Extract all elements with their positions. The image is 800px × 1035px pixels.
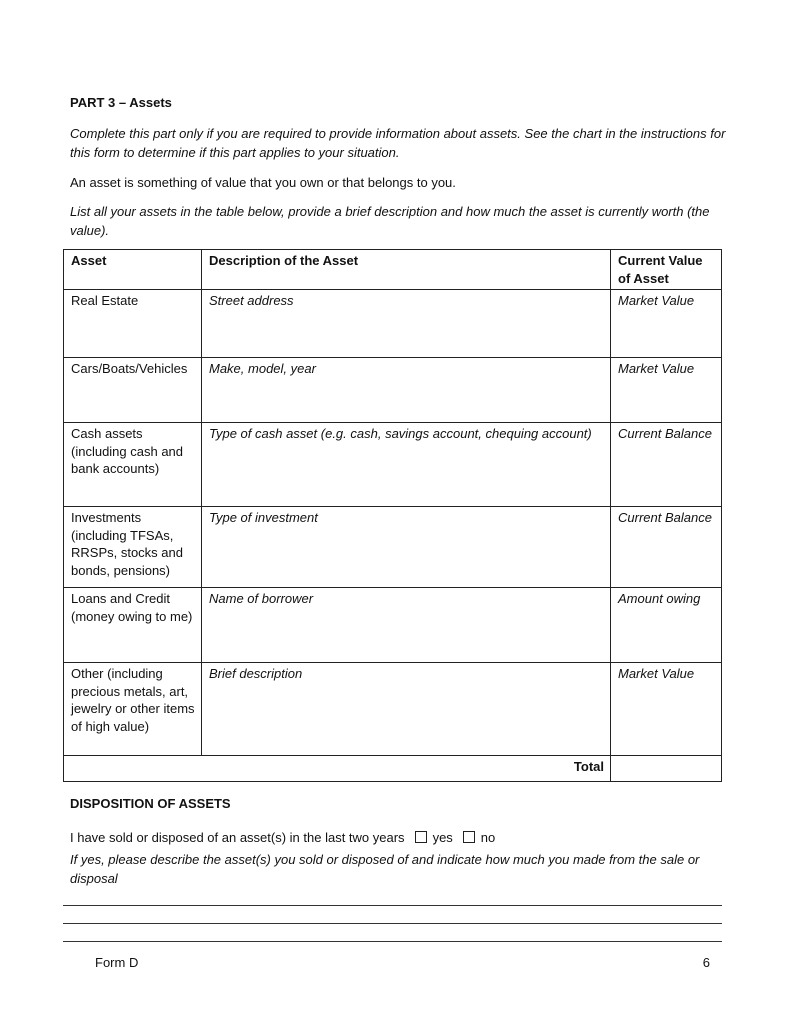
answer-line[interactable]: [63, 923, 722, 924]
value-cell[interactable]: Amount owing: [611, 588, 722, 663]
footer-page-number: 6: [702, 955, 710, 970]
header-value: Current Value of Asset: [611, 250, 722, 290]
description-cell[interactable]: Type of investment: [202, 507, 611, 588]
yes-label: yes: [432, 830, 453, 845]
description-cell[interactable]: Make, model, year: [202, 358, 611, 423]
asset-cell: Investments (including TFSAs, RRSPs, stocks and bonds, pensions): [64, 507, 202, 588]
table-row: [64, 358, 722, 423]
no-checkbox[interactable]: [463, 831, 475, 843]
header-description: Description of the Asset: [202, 250, 611, 290]
description-cell[interactable]: Type of cash asset (e.g. cash, savings account, chequing account): [202, 423, 611, 507]
header-asset: Asset: [64, 250, 202, 290]
disposition-title: DISPOSITION OF ASSETS: [70, 796, 231, 811]
no-label: no: [480, 830, 496, 845]
value-cell[interactable]: Market Value: [611, 663, 722, 756]
answer-line[interactable]: [63, 941, 722, 942]
total-row: [64, 756, 722, 782]
asset-cell: Real Estate: [64, 290, 202, 358]
description-cell[interactable]: Brief description: [202, 663, 611, 756]
value-cell[interactable]: Current Balance: [611, 507, 722, 588]
table-instruction: List all your assets in the table below, provide a brief description and how much the asset is currently worth (the value).: [70, 204, 710, 238]
disposition-followup: If yes, please describe the asset(s) you sold or disposed of and indicate how much you made from the sale or disposal: [70, 852, 700, 886]
table-row: [64, 507, 722, 588]
disposition-question: I have sold or disposed of an asset(s) in the last two years: [70, 830, 405, 845]
asset-definition: An asset is something of value that you own or that belongs to you.: [70, 175, 456, 190]
value-cell[interactable]: Market Value: [611, 290, 722, 358]
asset-cell: Cash assets (including cash and bank accounts): [64, 423, 202, 507]
asset-cell: Loans and Credit (money owing to me): [64, 588, 202, 663]
description-cell[interactable]: Name of borrower: [202, 588, 611, 663]
table-row: [64, 663, 722, 756]
total-label: Total: [64, 756, 611, 782]
assets-table: [63, 249, 722, 782]
table-row: [64, 423, 722, 507]
value-cell[interactable]: Current Balance: [611, 423, 722, 507]
intro-text: Complete this part only if you are required to provide information about assets. See the chart in the instructions for this form to determine if this part applies to your situation.: [70, 126, 726, 160]
asset-cell: Other (including precious metals, art, jewelry or other items of high value): [64, 663, 202, 756]
part-title: PART 3 – Assets: [70, 95, 172, 110]
disposition-question-line: [70, 830, 495, 845]
table-row: [64, 290, 722, 358]
footer-form-name: Form D: [95, 955, 139, 970]
answer-line[interactable]: [63, 905, 722, 906]
yes-checkbox[interactable]: [415, 831, 427, 843]
total-value-cell[interactable]: [611, 756, 722, 782]
value-cell[interactable]: Market Value: [611, 358, 722, 423]
table-row: [64, 588, 722, 663]
description-cell[interactable]: Street address: [202, 290, 611, 358]
table-header-row: [64, 250, 722, 290]
asset-cell: Cars/Boats/Vehicles: [64, 358, 202, 423]
